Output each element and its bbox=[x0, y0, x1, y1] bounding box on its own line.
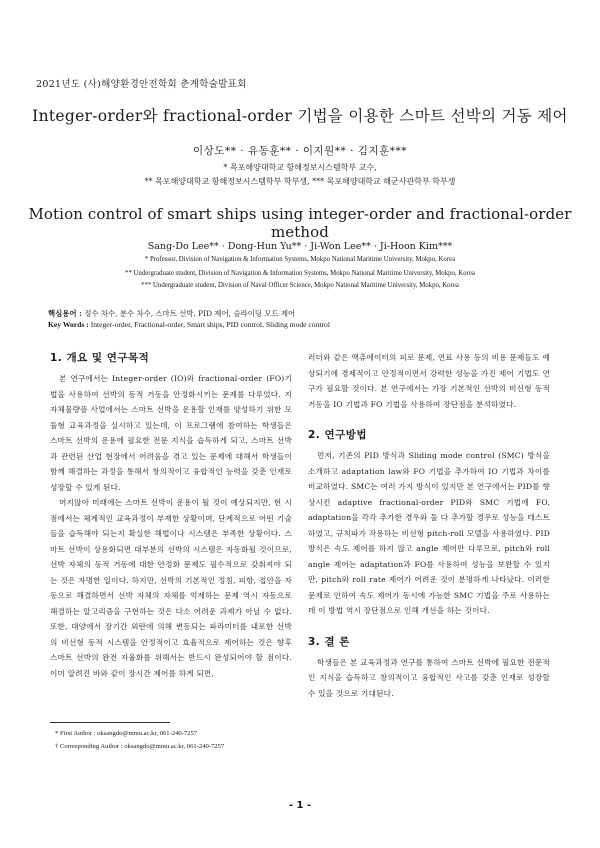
affiliation-korean-1: * 목포해양대학교 항해정보시스템학부 교수, bbox=[223, 163, 377, 172]
title-korean: Integer-order와 fractional-order 기법을 이용한 스마트 선박의 거동 제어 bbox=[32, 107, 568, 125]
keywords-english-label: Key Words : bbox=[48, 320, 89, 329]
authors-korean: 이상도** · 유동훈** · 이지원** · 김지훈*** bbox=[192, 145, 407, 157]
intro-heading: 1. 개요 및 연구목적 bbox=[50, 352, 150, 364]
title-english: Motion control of smart ships using integer-order and fractional-order method bbox=[28, 205, 572, 241]
conclusion-heading: 3. 결 론 bbox=[308, 635, 350, 648]
affiliation-korean-2: ** 목포해양대학교 항해정보시스템학부 학부생, *** 목포해양대학교 해군사관학부 학부생 bbox=[144, 177, 456, 186]
intro-paragraph-2: 머지않아 미래에는 스마트 선박이 운용이 될 것이 예상되지만, 현 시점에서는 체계적인 교육과정이 부재한 상황이며, 단계적으로 어떤 기술들을 습득해야 되는지 확실한 해법이나 시스템은 부족한 상황이다. 스마트 선박이 상용화되면 대부분의 선박의 시스템은 자동화될 것이므로, 선박 자체의 동적 거동에 대한 안정화 문제도 필수적으로 갖춰져야 되는 것은 자명한 일이다. 하지만, 선박의 기본적인 정침, 피항, 접안을 자동으로 해결하면서 선박 자체의 자체를 억제하는 문제 역시 자동으로 해결하는 알고리즘을 구현하는 것은 다소 어려운 과제가 아닐 수 없다. 또한, 대양에서 장기간 외란에 의해 변동되는 파라미터를 내포한 선박의 비선형 동적 시스템을 안정적이고 효율적으로 제어하는 것은 향후 스마트 선박의 완전 자율화를 위해서는 반드시 완성되어야 할 점이다. 이미 알려진 바와 같이 장시간 제어를 하게 되면, bbox=[50, 498, 292, 678]
footnote-corresponding-author: † Corresponding Author : oksangdo@mmu.ac.kr, 061-240-7257 bbox=[55, 743, 225, 750]
footnote-divider bbox=[50, 722, 170, 723]
affiliation-english-3: *** Undergraduate student, Division of Naval Officer Science, Mokpo National Maritime University, Mokpo, Korea bbox=[141, 282, 459, 289]
authors-english: Sang-Do Lee** · Dong-Hun Yu** · Ji-Won Lee** · Ji-Hoon Kim*** bbox=[147, 241, 453, 252]
intro-paragraph-1: 본 연구에서는 Integer-order (IO)와 fractional-order (FO)기법을 사용하여 선박의 동적 거동을 안정화시키는 문제를 다루었다. 지자체물량플 사업에서는 스마트 선박을 운용할 인재를 양성하기 위한 모듈형 교육과정을 실시하고 있는데, 이 프로그램에 참여하는 학생들은 스마트 선박의 운용에 필요한 전문 지식을 습득하게 되고, 스마트 선박과 관련된 산업 현장에서 어려움을 겪고 있는 문제에 대해서 학생들이 함께 해결하는 과정을 통해서 창의적이고 융합적인 능력을 갖춘 인재로 성장할 수 있게 된다. bbox=[50, 374, 292, 492]
keywords-korean: 정수 차수, 분수 차수, 스마트 선박, PID 제어, 슬라이딩 모드 제어 bbox=[84, 309, 296, 318]
conference-name: 2021년도 (사)해양환경안전학회 춘계학술발표회 bbox=[36, 79, 247, 90]
right-column bbox=[308, 350, 550, 701]
keywords-english: Integer-order, Fractional-order, Smart ships, PID control, Sliding mode control bbox=[90, 320, 330, 329]
method-heading: 2. 연구방법 bbox=[308, 429, 368, 441]
affiliation-english-1: * Professor, Division of Navigation & Information Systems, Mokpo National Maritime University, Mokpo, Korea bbox=[144, 256, 456, 263]
page-number: - 1 - bbox=[288, 800, 312, 811]
left-column bbox=[50, 350, 292, 681]
keywords-korean-row bbox=[48, 308, 568, 319]
keywords-english-row bbox=[48, 320, 568, 329]
keywords-korean-label: 핵심용어 : bbox=[48, 309, 82, 318]
affiliation-english-2: ** Undergraduate student, Division of Navigation & Information Systems, Mokpo National Maritime University, Mokpo, Korea bbox=[125, 270, 475, 277]
method-paragraph-1: 먼저, 기존의 PID 방식과 Sliding mode control (SMC) 방식을 소개하고 adaptation law와 FO 기법을 추가하여 IO 기법과 차이를 비교하였다. SMC는 여러 가지 방식이 있지만 본 연구에서는 PID를 향상시킨 adaptive fractional-order PID와 SMC 기법에 FO, adaptation을 각각 추가한 경우와 둘 다 추가할 경우로 성능을 테스트하였고, 규칙파가 작용하는 비선형 pitch-roll 모델을 사용하였다. PID 방식은 속도 제어를 하지 않고 angle 제어만 다루므로, pitch와 roll angle 제어는 adaptation과 FO를 사용하여 성능을 보완할 수 있지만, pitch와 roll rate 제어가 어려운 것이 분명하게 나타났다. 이러한 문제로 인하여 속도 제어가 동시에 가능한 SMC 기법을 주로 사용하는데 이 방법 역시 장단점으로 인해 개선을 하는 것이다. bbox=[308, 451, 550, 615]
conclusion-paragraph-1: 학생들은 본 교육과정과 연구를 통하여 스마트 선박에 필요한 전문적인 지식을 습득하고 창의적이고 융합적인 사고를 갖춘 인재로 성장할 수 있을 것으로 기대된다. bbox=[308, 657, 550, 698]
intro-paragraph-3: 러더와 같은 액츄에이터의 피로 문제, 연료 사용 등의 비용 문제들도 예상되기에 경제적이고 안정적이면서 강력한 성능을 가진 제어 기법도 연구가 필요할 것이다. 본 연구에서는 가장 기본적인 선박의 비선형 동적 거동을 IO 기법과 FO 기법을 사용하여 장단점을 분석하였다. bbox=[308, 353, 550, 409]
footnote-first-author: * First Author : oksangdo@mmu.ac.kr, 061-240-7257 bbox=[55, 730, 198, 737]
